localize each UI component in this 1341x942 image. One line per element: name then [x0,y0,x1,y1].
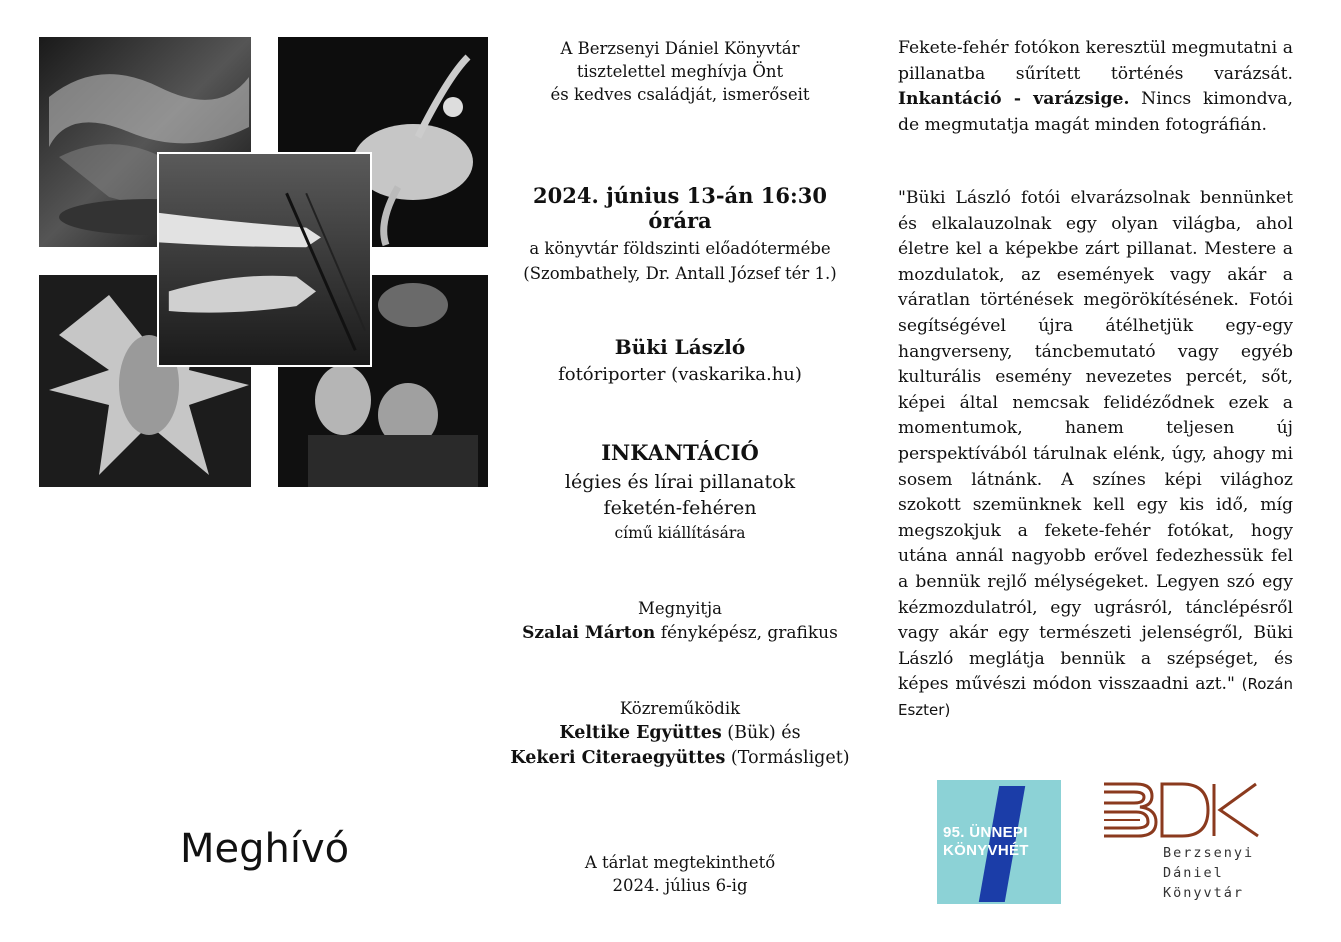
event-venue [505,236,855,286]
until-line-2: 2024. július 6-ig [612,876,748,895]
photo-pianist-hands [157,152,372,367]
subtitle-line-1: légies és lírai pillanatok [564,471,796,493]
library-line-3: Könyvtár [1163,885,1245,901]
quote-text: "Büki László fotói elvarázsolnak bennünket és elkalauzolnak egy olyan világba, ahol életre kel a képekbe zárt pillanat. Mestere a mozdulatok, az események vagy akár a váratlan történések megörökítésének. Fotói segítségével újra átélhetjük egy-egy hangverseny, táncbemutató vagy egyéb kulturális esemény nevezetes percét, sőt, képei által nemcsak felidéződnek ezek a momentumok, hanem teljesen új perspektívából tárulnak elénk, úgy, ahogy mi sosem látnánk. A színes képi világhoz szokott szemünknek kell egy kis idő, míg megszokjuk a fekete-fehér fotókat, hogy utána annál nagyobb erővel fedezhessük fel a bennük rejlő mélységeket. Legyen szó egy kézmozdulatról, egy ugrásról, tánclépésről vagy akár egy természeti jelenségről, Büki László meglátja bennük a szépséget, és képes művészi módon visszaadni azt." [898,188,1293,695]
opening-label: Megnyitja [637,599,723,618]
description-bold: Inkantáció - varázsige. [898,89,1130,110]
description-part-1: Fekete-fehér fotókon keresztül megmutatni a pillanatba sűrített történés varázsát. [898,38,1293,84]
subtitle-line-3: című kiállítására [614,524,746,542]
invitation-line-1: A Berzsenyi Dániel Könyvtár [560,39,800,58]
subtitle-line-2: feketén-fehéren [603,497,757,519]
venue-line-1: a könyvtár földszinti előadótermébe [529,239,831,258]
festival-logo-line-1: 95. ÜNNEPI [943,824,1028,841]
cooperation-group-2 [505,748,855,768]
description-part-2: Nincs kimondva, de megmutatja magát minden fotográfián. [898,89,1293,135]
festival-logo [937,780,1061,904]
library-line-1: Berzsenyi [1163,845,1255,861]
invitation-text [505,37,855,106]
group1-name: Keltike Együttes [559,723,722,743]
exhibition-until [505,851,855,897]
opening-speaker [505,623,855,643]
group1-place: (Bük) és [727,723,801,743]
festival-logo-line-2: KÖNYVHÉT [943,842,1029,859]
cooperation-group-1 [505,723,855,743]
page-title: Meghívó [180,826,350,872]
opening-name: Szalai Márton [522,623,656,643]
group2-name: Kekeri Citeraegyüttes [510,748,726,768]
event-date: 2024. június 13-án 16:30 órára [533,183,827,233]
venue-line-2: (Szombathely, Dr. Antall József tér 1.) [523,264,837,283]
quote-author: (Rozán Eszter) [898,675,1293,719]
opening-role: fényképész, grafikus [660,623,838,643]
library-logo-text [1163,843,1254,903]
exhibition-title: INKANTÁCIÓ [601,440,759,465]
invitation-line-3: és kedves családját, ismerőseit [550,85,810,104]
cooperation-label: Közreműködik [619,699,741,718]
invitation-line-2: tisztelettel meghívja Önt [576,62,784,81]
until-line-1: A tárlat megtekinthető [584,853,776,872]
quote-paragraph [898,186,1293,723]
artist-role: fotóriporter (vaskarika.hu) [558,364,802,385]
bdk-logo-mark [1100,776,1260,840]
artist-name: Büki László [614,335,746,359]
group2-place: (Tormásliget) [730,748,850,768]
description-paragraph [898,36,1293,138]
library-line-2: Dániel [1163,865,1224,881]
exhibition-subtitle [505,469,855,521]
